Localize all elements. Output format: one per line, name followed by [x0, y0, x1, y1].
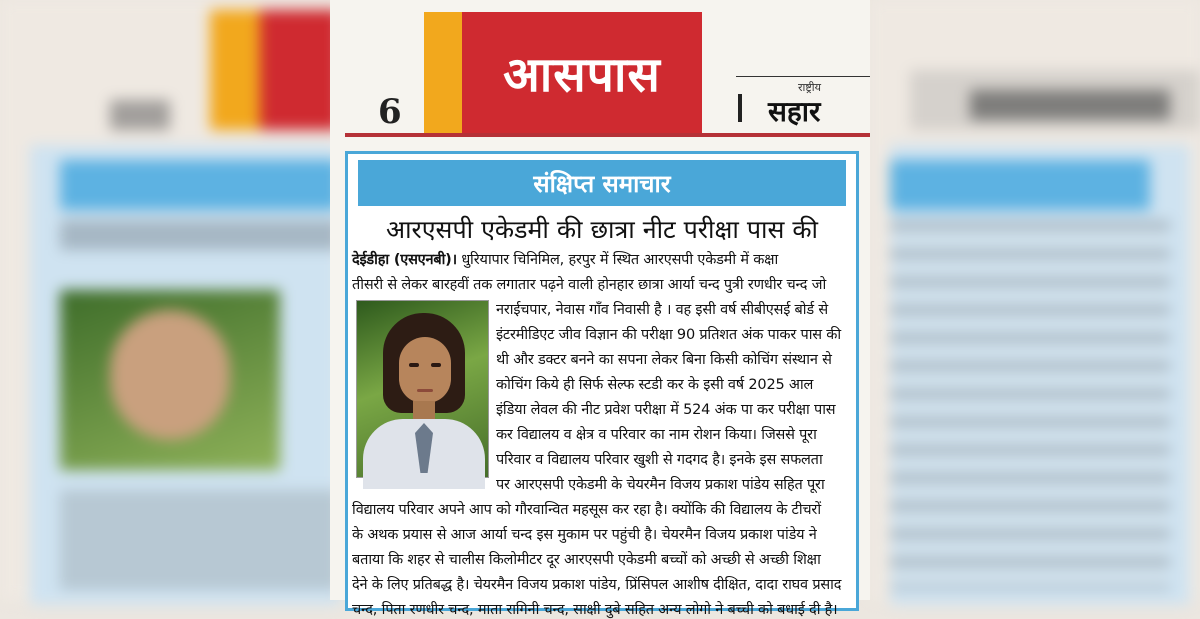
article-text: विद्यालय परिवार अपने आप को गौरवान्वित महसूस कर रहा है। क्योंकि की विद्यालय के टीचरों: [352, 502, 821, 518]
article-text: धुरियापार चिनिमिल, हरपुर में स्थित आरएसपी एकेडमी में कक्षा: [461, 252, 779, 268]
masthead-accent-bar: [424, 12, 462, 134]
article-text: परिवार व विद्यालय परिवार खुशी से गदगद है। इनके इस सफलता: [496, 452, 823, 468]
article-text: पर आरएसपी एकेडमी के चेयरमैन विजय प्रकाश पांडेय सहित पूरा: [496, 477, 825, 493]
paper-name-divider: [738, 94, 742, 122]
photo-mouth: [417, 389, 433, 392]
article-text: तीसरी से लेकर बारहवीं तक लगातार पढ़ने वाली होनहार छात्रा आर्या चन्द पुत्री रणधीर चन्द जो: [352, 277, 827, 293]
paper-name-prefix: राष्ट्रीय: [798, 81, 822, 94]
page-number: 6: [378, 92, 402, 132]
photo-face: [399, 337, 451, 403]
blurred-background-left: [0, 0, 340, 600]
article-text: के अथक प्रयास से आज आर्या चन्द इस मुकाम पर पहुंची है। चेयरमैन विजय प्रकाश पांडेय ने: [352, 527, 817, 543]
student-photo: [356, 300, 489, 478]
paper-name-rule: [736, 76, 870, 77]
section-band-label: संक्षिप्त समाचार: [533, 169, 671, 198]
article-text: देने के लिए प्रतिबद्ध है। चेयरमैन विजय प्रकाश पांडेय, प्रिंसिपल आशीष दीक्षित, दादा राघव प्रसाद: [352, 577, 842, 593]
photo-eye: [409, 363, 419, 367]
section-band: [358, 160, 846, 206]
dateline: देईडीहा (एसएनबी)।: [352, 252, 457, 268]
article-text: कर विद्यालय व क्षेत्र व परिवार का नाम रोशन किया। जिससे पूरा: [496, 427, 817, 443]
section-title: आसपास: [503, 46, 661, 103]
news-box: [345, 151, 859, 618]
photo-eye: [431, 363, 441, 367]
article-text: बताया कि शहर से चालीस किलोमीटर दूर आरएसपी एकेडमी बच्चों को अच्छी से अच्छी शिक्षा: [352, 552, 821, 568]
article-line-1: [352, 249, 778, 269]
newspaper-clipping: [330, 0, 870, 618]
photo-neck: [413, 401, 435, 421]
article-headline: आरएसपी एकेडमी की छात्रा नीट परीक्षा पास की: [385, 215, 819, 244]
article-text: चन्द, पिता रणधीर चन्द, माता रागिनी चन्द, साक्षी दुबे सहित अन्य लोगो ने बच्ची को बधाई दी है।: [352, 602, 838, 618]
paper-name: सहार: [768, 95, 821, 128]
article-text: नराईचपार, नेवास गाँव निवासी है । वह इसी वर्ष सीबीएसई बोर्ड से: [496, 302, 828, 318]
blurred-background-right: [870, 0, 1200, 600]
article-text: इंडिया लेवल की नीट प्रवेश परीक्षा में 524 अंक पा कर परीक्षा पास: [496, 402, 836, 418]
section-masthead: [462, 12, 702, 134]
masthead-rule: [345, 133, 870, 137]
article-text: इंटरमीडिएट जीव विज्ञान की परीक्षा 90 प्रतिशत अंक पाकर पास की: [496, 327, 841, 343]
article-text: थी और डक्टर बनने का सपना लेकर बिना किसी कोचिंग संस्थान से: [496, 352, 832, 368]
article-text: कोचिंग किये ही सिर्फ सेल्फ स्टडी कर के इसी वर्ष 2025 आल: [496, 377, 814, 393]
